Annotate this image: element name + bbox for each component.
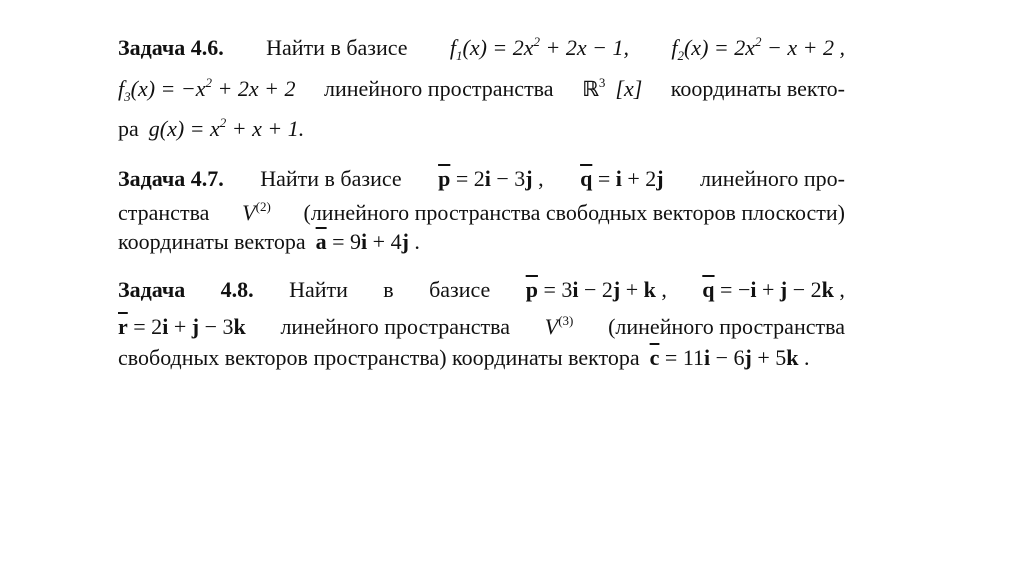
space-symbol: $V^{(3)}$ bbox=[544, 313, 574, 339]
problem-4-6-line-3 bbox=[118, 113, 845, 145]
tail-text: координаты векто- bbox=[670, 76, 845, 101]
space-text: линейного пространства bbox=[323, 76, 554, 101]
formula-g: $g(x) = x^2 + x + 1$. bbox=[148, 115, 305, 141]
problem-4-6-line-1 bbox=[118, 32, 845, 64]
coord-text: координаты вектора bbox=[118, 229, 306, 254]
problem-4-6-line-2 bbox=[118, 73, 845, 105]
problem-4-8-line-2 bbox=[118, 311, 845, 343]
problem-title: Задача 4.7. bbox=[118, 166, 224, 191]
formula-f1: $f_1(x) = 2x^2 + 2x - 1$, bbox=[449, 34, 630, 63]
problem-number: 4.8. bbox=[220, 277, 254, 302]
paren-text: (линейного пространства свободных векторов плоскости) bbox=[303, 200, 845, 225]
problem-4-8-line-1 bbox=[118, 274, 845, 306]
problem-intro-word: Найти bbox=[289, 277, 348, 302]
problem-intro: Найти в базисе bbox=[266, 35, 408, 60]
continuation-text: ра bbox=[118, 116, 139, 141]
formula-r: $\overline{r} = 2i + j - 3k$ bbox=[118, 314, 246, 339]
continuation-text: странства bbox=[118, 200, 210, 225]
formula-p: $\overline{p} = 3i - 2j + k$ , bbox=[525, 277, 667, 302]
problem-title: Задача 4.6. bbox=[118, 35, 224, 60]
formula-q: $\overline{q} = -i + j - 2k$ , bbox=[702, 277, 845, 302]
continuation-text: свободных векторов пространства) координаты вектора bbox=[118, 345, 640, 370]
problem-intro-word: в bbox=[383, 277, 394, 302]
problem-intro: Найти в базисе bbox=[260, 166, 402, 191]
formula-f3: $f_3(x) = -x^2 + 2x + 2$ bbox=[118, 75, 296, 104]
problem-4-7-line-3 bbox=[118, 226, 845, 258]
paren-text: (линейного пространства bbox=[608, 314, 845, 339]
tail-text: линейного про- bbox=[700, 166, 845, 191]
formula-a: $\overline{a} = 9i + 4j$ . bbox=[315, 229, 420, 254]
formula-p: $\overline{p} = 2i - 3j$ , bbox=[438, 166, 544, 191]
space-symbol: $V^{(2)}$ bbox=[242, 199, 271, 225]
problem-intro-word: базисе bbox=[429, 277, 491, 302]
space-text: линейного пространства bbox=[280, 314, 511, 339]
formula-f2: $f_2(x) = 2x^2 - x + 2$ , bbox=[671, 34, 845, 63]
space-symbol: ℝ$^3$ [x] bbox=[582, 75, 643, 101]
problem-title: Задача bbox=[118, 277, 186, 302]
problem-4-7-line-1 bbox=[118, 163, 845, 195]
formula-q: $\overline{q} = i + 2j$ bbox=[580, 166, 664, 191]
problem-4-7-line-2 bbox=[118, 197, 845, 229]
formula-c: $\overline{c} = 11i - 6j + 5k$ . bbox=[649, 345, 810, 370]
problem-4-8-line-3 bbox=[118, 342, 845, 374]
